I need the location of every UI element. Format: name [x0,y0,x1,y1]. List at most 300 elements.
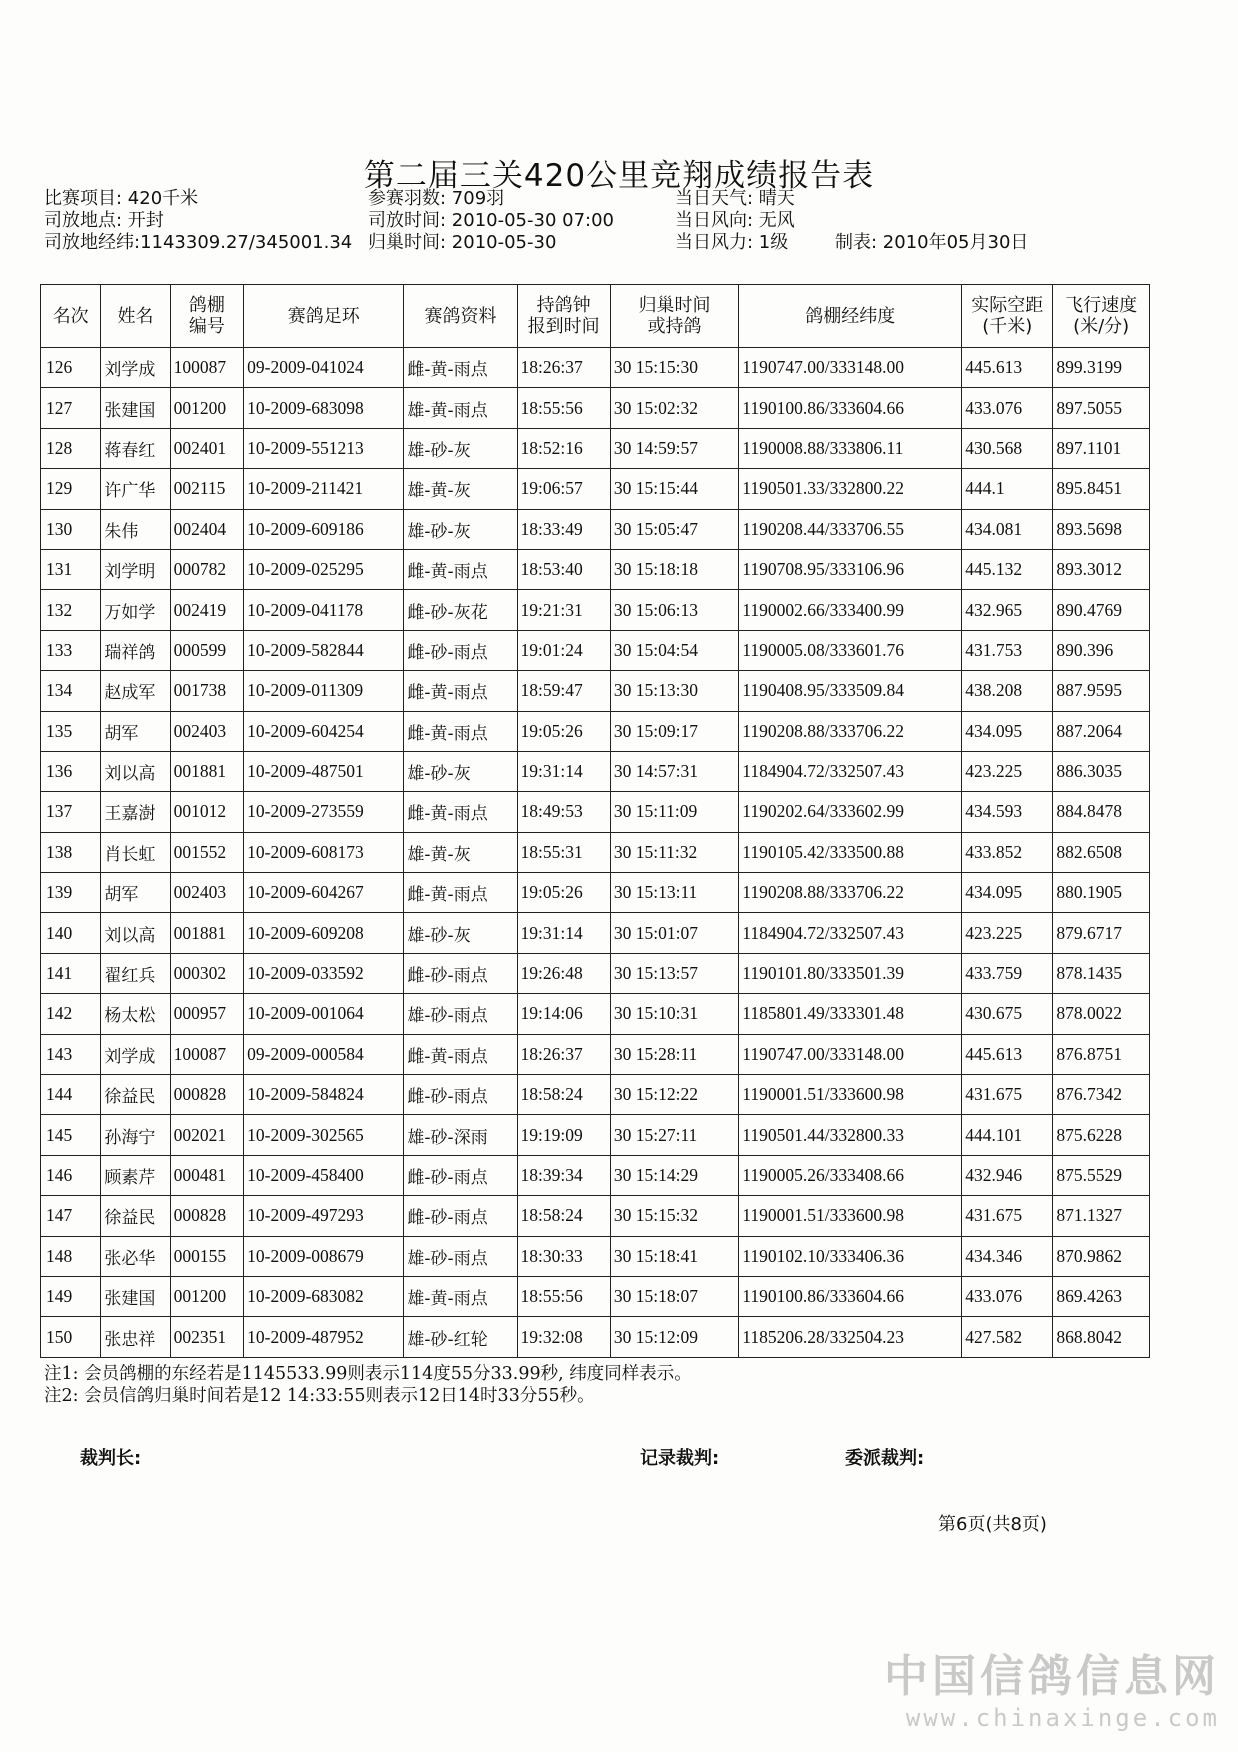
cell-rank: 128 [41,428,101,468]
note-1: 注1: 会员鸽棚的东经若是1145533.99则表示114度55分33.99秒, 纬度同样表示。 [44,1364,692,1384]
cell-name: 王嘉澍 [101,792,170,832]
header-speed: 飞行速度 (米/分) [1053,285,1150,348]
cell-ring: 10-2009-273559 [244,792,404,832]
cell-distance: 444.1 [962,469,1053,509]
cell-ring: 09-2009-000584 [244,1034,404,1074]
cell-distance: 433.076 [962,1276,1053,1316]
table-row [41,832,1150,872]
cell-return-time: 30 15:12:22 [610,1075,738,1115]
cell-rank: 146 [41,1155,101,1195]
cell-name: 刘以高 [101,751,170,791]
cell-rank: 133 [41,630,101,670]
cell-name: 翟红兵 [101,953,170,993]
cell-ring: 10-2009-497293 [244,1196,404,1236]
cell-return-time: 30 14:59:57 [610,428,738,468]
cell-rank: 150 [41,1317,101,1357]
results-table [40,284,1150,1358]
cell-loft-id: 000828 [170,1196,244,1236]
recorder-judge-label: 记录裁判: [640,1448,720,1469]
table-row [41,1034,1150,1074]
wind-direction-info: 当日风向: 无风 [675,210,795,231]
cell-ring: 10-2009-041178 [244,590,404,630]
cell-coords: 1185206.28/332504.23 [739,1317,962,1357]
cell-distance: 438.208 [962,671,1053,711]
cell-name: 张必华 [101,1236,170,1276]
cell-ring: 10-2009-584824 [244,1075,404,1115]
cell-name: 刘以高 [101,913,170,953]
release-place-info: 司放地点: 开封 [44,210,164,231]
cell-loft-id: 100087 [170,348,244,388]
cell-loft-id: 001200 [170,388,244,428]
cell-ring: 10-2009-001064 [244,994,404,1034]
table-row [41,549,1150,589]
header-rank: 名次 [41,285,101,348]
cell-pigeon-info: 雌-黄-雨点 [404,792,517,832]
cell-rank: 132 [41,590,101,630]
cell-speed: 879.6717 [1053,913,1150,953]
cell-loft-id: 001738 [170,671,244,711]
cell-name: 胡军 [101,711,170,751]
cell-clock-time: 18:30:33 [517,1236,610,1276]
table-row [41,509,1150,549]
cell-coords: 1184904.72/332507.43 [739,913,962,953]
cell-coords: 1190408.95/333509.84 [739,671,962,711]
cell-coords: 1190001.51/333600.98 [739,1075,962,1115]
event-info: 比赛项目: 420千米 [44,188,199,209]
cell-pigeon-info: 雌-黄-雨点 [404,671,517,711]
page-title: 第二届三关420公里竞翔成绩报告表 [363,158,875,194]
cell-clock-time: 19:05:26 [517,873,610,913]
cell-speed: 875.5529 [1053,1155,1150,1195]
cell-pigeon-info: 雌-黄-雨点 [404,348,517,388]
cell-clock-time: 18:39:34 [517,1155,610,1195]
table-row [41,590,1150,630]
table-row [41,1075,1150,1115]
cell-coords: 1190100.86/333604.66 [739,388,962,428]
cell-rank: 144 [41,1075,101,1115]
cell-ring: 10-2009-683082 [244,1276,404,1316]
cell-pigeon-info: 雌-黄-雨点 [404,873,517,913]
cell-distance: 432.946 [962,1155,1053,1195]
cell-speed: 868.8042 [1053,1317,1150,1357]
cell-return-time: 30 15:05:47 [610,509,738,549]
cell-loft-id: 001012 [170,792,244,832]
cell-return-time: 30 15:13:11 [610,873,738,913]
cell-rank: 134 [41,671,101,711]
table-row [41,630,1150,670]
table-row [41,1276,1150,1316]
cell-speed: 875.6228 [1053,1115,1150,1155]
wind-force-info: 当日风力: 1级 [675,232,789,253]
cell-speed: 895.8451 [1053,469,1150,509]
release-time-info: 司放时间: 2010-05-30 07:00 [368,210,614,231]
cell-ring: 10-2009-604254 [244,711,404,751]
cell-clock-time: 18:55:56 [517,1276,610,1316]
cell-distance: 445.613 [962,348,1053,388]
cell-name: 刘学明 [101,549,170,589]
cell-coords: 1190100.86/333604.66 [739,1276,962,1316]
cell-clock-time: 18:26:37 [517,348,610,388]
cell-ring: 10-2009-211421 [244,469,404,509]
cell-loft-id: 000302 [170,953,244,993]
cell-pigeon-info: 雄-黄-雨点 [404,388,517,428]
cell-pigeon-info: 雌-黄-雨点 [404,1034,517,1074]
notes [44,1363,692,1407]
cell-clock-time: 18:59:47 [517,671,610,711]
cell-return-time: 30 15:18:41 [610,1236,738,1276]
cell-pigeon-info: 雌-黄-雨点 [404,549,517,589]
cell-pigeon-info: 雄-砂-灰 [404,428,517,468]
cell-ring: 10-2009-683098 [244,388,404,428]
cell-rank: 140 [41,913,101,953]
cell-coords: 1190008.88/333806.11 [739,428,962,468]
cell-pigeon-info: 雄-砂-雨点 [404,1236,517,1276]
cell-return-time: 30 15:27:11 [610,1115,738,1155]
cell-distance: 445.613 [962,1034,1053,1074]
cell-loft-id: 002403 [170,711,244,751]
cell-return-time: 30 15:04:54 [610,630,738,670]
cell-loft-id: 002021 [170,1115,244,1155]
cell-pigeon-info: 雄-黄-灰 [404,832,517,872]
cell-clock-time: 18:52:16 [517,428,610,468]
cell-speed: 880.1905 [1053,873,1150,913]
cell-distance: 433.759 [962,953,1053,993]
chief-judge-label: 裁判长: [80,1448,142,1469]
cell-speed: 887.2064 [1053,711,1150,751]
cell-rank: 147 [41,1196,101,1236]
cell-ring: 10-2009-582844 [244,630,404,670]
cell-return-time: 30 15:15:30 [610,348,738,388]
cell-ring: 10-2009-608173 [244,832,404,872]
cell-rank: 131 [41,549,101,589]
cell-rank: 139 [41,873,101,913]
cell-loft-id: 002403 [170,873,244,913]
watermark [884,1640,1220,1732]
table-row [41,469,1150,509]
cell-loft-id: 002351 [170,1317,244,1357]
return-time-info: 归巢时间: 2010-05-30 [368,232,557,253]
cell-clock-time: 19:32:08 [517,1317,610,1357]
note-2: 注2: 会员信鸽归巢时间若是12 14:33:55则表示12日14时33分55秒。 [44,1386,595,1406]
cell-name: 万如学 [101,590,170,630]
cell-distance: 431.675 [962,1075,1053,1115]
cell-name: 徐益民 [101,1075,170,1115]
header-distance: 实际空距 (千米) [962,285,1053,348]
entries-info: 参赛羽数: 709羽 [368,188,505,209]
table-row [41,1196,1150,1236]
cell-coords: 1190501.33/332800.22 [739,469,962,509]
cell-distance: 423.225 [962,913,1053,953]
cell-pigeon-info: 雄-黄-雨点 [404,1276,517,1316]
table-row [41,388,1150,428]
header-coords: 鸽棚经纬度 [739,285,962,348]
cell-ring: 10-2009-033592 [244,953,404,993]
cell-speed: 869.4263 [1053,1276,1150,1316]
cell-loft-id: 000828 [170,1075,244,1115]
cell-distance: 430.568 [962,428,1053,468]
header-clock-time: 持鸽钟 报到时间 [517,285,610,348]
cell-pigeon-info: 雌-砂-雨点 [404,1075,517,1115]
table-row [41,953,1150,993]
cell-name: 顾素芹 [101,1155,170,1195]
cell-pigeon-info: 雄-砂-灰 [404,509,517,549]
cell-loft-id: 001552 [170,832,244,872]
cell-coords: 1190208.88/333706.22 [739,873,962,913]
cell-loft-id: 100087 [170,1034,244,1074]
cell-speed: 886.3035 [1053,751,1150,791]
delegate-judge-label: 委派裁判: [845,1448,925,1469]
cell-return-time: 30 15:18:07 [610,1276,738,1316]
table-row [41,1236,1150,1276]
cell-coords: 1190208.88/333706.22 [739,711,962,751]
cell-return-time: 30 15:12:09 [610,1317,738,1357]
cell-coords: 1190001.51/333600.98 [739,1196,962,1236]
cell-ring: 09-2009-041024 [244,348,404,388]
cell-ring: 10-2009-008679 [244,1236,404,1276]
made-by-info [835,232,1028,254]
cell-ring: 10-2009-604267 [244,873,404,913]
cell-clock-time: 18:53:40 [517,549,610,589]
cell-return-time: 30 15:11:09 [610,792,738,832]
cell-name: 胡军 [101,873,170,913]
table-row [41,873,1150,913]
watermark-url: www.chinaxinge.com [905,1704,1220,1732]
cell-return-time: 30 15:13:30 [610,671,738,711]
cell-rank: 129 [41,469,101,509]
cell-speed: 876.8751 [1053,1034,1150,1074]
cell-pigeon-info: 雄-黄-灰 [404,469,517,509]
table-header-row [41,285,1150,348]
cell-speed: 890.396 [1053,630,1150,670]
cell-loft-id: 002404 [170,509,244,549]
cell-speed: 878.1435 [1053,953,1150,993]
cell-clock-time: 19:06:57 [517,469,610,509]
cell-return-time: 30 14:57:31 [610,751,738,791]
table-row [41,913,1150,953]
cell-ring: 10-2009-609208 [244,913,404,953]
cell-loft-id: 000481 [170,1155,244,1195]
cell-return-time: 30 15:06:13 [610,590,738,630]
cell-distance: 434.095 [962,873,1053,913]
cell-distance: 434.081 [962,509,1053,549]
cell-rank: 148 [41,1236,101,1276]
cell-pigeon-info: 雄-砂-雨点 [404,994,517,1034]
cell-distance: 427.582 [962,1317,1053,1357]
table-row [41,1115,1150,1155]
cell-clock-time: 18:49:53 [517,792,610,832]
cell-coords: 1190747.00/333148.00 [739,348,962,388]
cell-clock-time: 18:33:49 [517,509,610,549]
cell-clock-time: 18:26:37 [517,1034,610,1074]
cell-rank: 142 [41,994,101,1034]
table-row [41,671,1150,711]
cell-ring: 10-2009-011309 [244,671,404,711]
cell-coords: 1190005.26/333408.66 [739,1155,962,1195]
cell-pigeon-info: 雌-黄-雨点 [404,711,517,751]
cell-pigeon-info: 雌-砂-雨点 [404,1155,517,1195]
cell-loft-id: 002115 [170,469,244,509]
cell-return-time: 30 15:10:31 [610,994,738,1034]
info-middle [368,188,614,254]
cell-pigeon-info: 雌-砂-雨点 [404,953,517,993]
table-row [41,711,1150,751]
cell-name: 瑞祥鸽 [101,630,170,670]
cell-return-time: 30 15:13:57 [610,953,738,993]
cell-ring: 10-2009-302565 [244,1115,404,1155]
cell-name: 徐益民 [101,1196,170,1236]
cell-loft-id: 002419 [170,590,244,630]
cell-distance: 430.675 [962,994,1053,1034]
cell-speed: 897.5055 [1053,388,1150,428]
cell-rank: 149 [41,1276,101,1316]
cell-pigeon-info: 雄-砂-深雨 [404,1115,517,1155]
cell-coords: 1190208.44/333706.55 [739,509,962,549]
cell-loft-id: 001881 [170,913,244,953]
release-coords-info: 司放地经纬:1143309.27/345001.34 [44,232,353,253]
cell-rank: 126 [41,348,101,388]
cell-coords: 1190747.00/333148.00 [739,1034,962,1074]
cell-speed: 871.1327 [1053,1196,1150,1236]
cell-pigeon-info: 雄-砂-灰 [404,913,517,953]
cell-return-time: 30 15:18:18 [610,549,738,589]
header-ring: 赛鸽足环 [244,285,404,348]
cell-rank: 143 [41,1034,101,1074]
cell-speed: 890.4769 [1053,590,1150,630]
cell-coords: 1190708.95/333106.96 [739,549,962,589]
made-by-date: 制表: 2010年05月30日 [835,232,1029,253]
cell-rank: 138 [41,832,101,872]
cell-distance: 433.852 [962,832,1053,872]
cell-clock-time: 19:31:14 [517,751,610,791]
cell-speed: 878.0022 [1053,994,1150,1034]
cell-name: 朱伟 [101,509,170,549]
cell-distance: 444.101 [962,1115,1053,1155]
cell-name: 杨太松 [101,994,170,1034]
header-name: 姓名 [101,285,170,348]
cell-clock-time: 19:05:26 [517,711,610,751]
cell-speed: 876.7342 [1053,1075,1150,1115]
cell-coords: 1190005.08/333601.76 [739,630,962,670]
cell-loft-id: 000155 [170,1236,244,1276]
cell-name: 肖长虹 [101,832,170,872]
cell-distance: 434.346 [962,1236,1053,1276]
cell-rank: 130 [41,509,101,549]
cell-speed: 882.6508 [1053,832,1150,872]
cell-name: 孙海宁 [101,1115,170,1155]
cell-clock-time: 19:01:24 [517,630,610,670]
cell-coords: 1184904.72/332507.43 [739,751,962,791]
cell-name: 张建国 [101,1276,170,1316]
cell-loft-id: 000782 [170,549,244,589]
cell-clock-time: 19:14:06 [517,994,610,1034]
cell-name: 刘学成 [101,348,170,388]
cell-coords: 1190102.10/333406.36 [739,1236,962,1276]
cell-clock-time: 19:21:31 [517,590,610,630]
cell-speed: 893.5698 [1053,509,1150,549]
cell-rank: 145 [41,1115,101,1155]
cell-return-time: 30 15:11:32 [610,832,738,872]
cell-loft-id: 000599 [170,630,244,670]
cell-clock-time: 18:58:24 [517,1075,610,1115]
cell-ring: 10-2009-609186 [244,509,404,549]
cell-speed: 870.9862 [1053,1236,1150,1276]
cell-coords: 1190501.44/332800.33 [739,1115,962,1155]
cell-ring: 10-2009-487501 [244,751,404,791]
cell-coords: 1190101.80/333501.39 [739,953,962,993]
watermark-cn: 中国信鸽信息网 [884,1651,1220,1702]
header-return-time: 归巢时间 或持鸽 [610,285,738,348]
cell-speed: 884.8478 [1053,792,1150,832]
table-row [41,792,1150,832]
cell-speed: 897.1101 [1053,428,1150,468]
cell-return-time: 30 15:28:11 [610,1034,738,1074]
cell-speed: 893.3012 [1053,549,1150,589]
table-row [41,994,1150,1034]
page-number: 第6页(共8页) [938,1514,1047,1535]
cell-name: 蒋春红 [101,428,170,468]
info-right [675,188,795,254]
table-row [41,1155,1150,1195]
cell-return-time: 30 15:09:17 [610,711,738,751]
cell-pigeon-info: 雄-砂-灰 [404,751,517,791]
cell-distance: 433.076 [962,388,1053,428]
info-left [44,188,352,254]
cell-loft-id: 001881 [170,751,244,791]
cell-distance: 431.753 [962,630,1053,670]
cell-coords: 1190105.42/333500.88 [739,832,962,872]
cell-loft-id: 000957 [170,994,244,1034]
cell-return-time: 30 15:15:32 [610,1196,738,1236]
cell-name: 张忠祥 [101,1317,170,1357]
cell-loft-id: 001200 [170,1276,244,1316]
cell-ring: 10-2009-025295 [244,549,404,589]
cell-distance: 432.965 [962,590,1053,630]
cell-name: 许广华 [101,469,170,509]
cell-return-time: 30 15:01:07 [610,913,738,953]
cell-rank: 127 [41,388,101,428]
cell-clock-time: 18:55:31 [517,832,610,872]
cell-return-time: 30 15:02:32 [610,388,738,428]
cell-coords: 1190002.66/333400.99 [739,590,962,630]
cell-rank: 136 [41,751,101,791]
cell-coords: 1185801.49/333301.48 [739,994,962,1034]
cell-pigeon-info: 雄-砂-红轮 [404,1317,517,1357]
cell-ring: 10-2009-487952 [244,1317,404,1357]
cell-clock-time: 19:19:09 [517,1115,610,1155]
cell-ring: 10-2009-458400 [244,1155,404,1195]
cell-pigeon-info: 雌-砂-雨点 [404,1196,517,1236]
cell-pigeon-info: 雌-砂-灰花 [404,590,517,630]
header-loft-id: 鸽棚 编号 [170,285,244,348]
cell-distance: 423.225 [962,751,1053,791]
weather-info: 当日天气: 晴天 [675,188,795,209]
cell-rank: 141 [41,953,101,993]
cell-name: 刘学成 [101,1034,170,1074]
cell-rank: 137 [41,792,101,832]
cell-name: 赵成军 [101,671,170,711]
cell-clock-time: 19:26:48 [517,953,610,993]
cell-return-time: 30 15:15:44 [610,469,738,509]
header-pigeon-info: 赛鸽资料 [404,285,517,348]
cell-return-time: 30 15:14:29 [610,1155,738,1195]
table-row [41,1317,1150,1357]
cell-pigeon-info: 雌-砂-雨点 [404,630,517,670]
cell-distance: 445.132 [962,549,1053,589]
cell-distance: 431.675 [962,1196,1053,1236]
table-row [41,428,1150,468]
cell-loft-id: 002401 [170,428,244,468]
cell-ring: 10-2009-551213 [244,428,404,468]
